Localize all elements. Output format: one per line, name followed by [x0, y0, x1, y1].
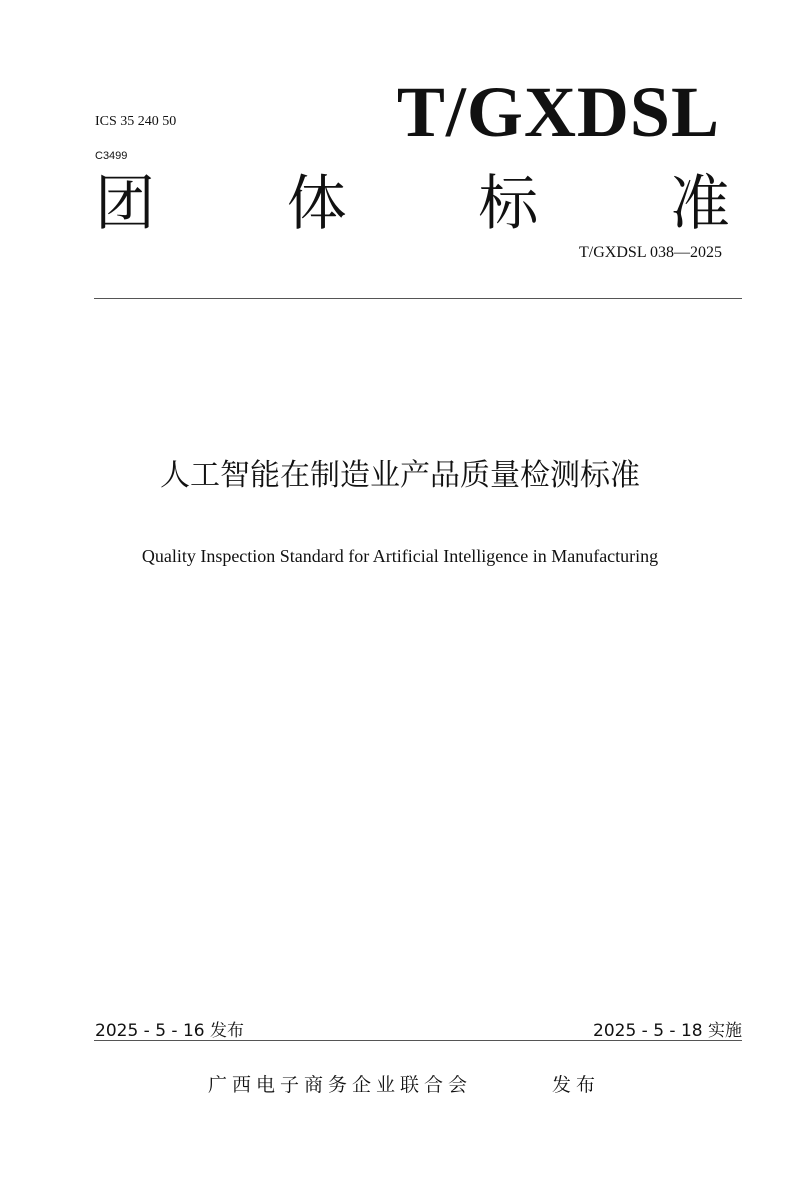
footer-divider — [94, 1040, 742, 1041]
standard-type-heading — [95, 169, 730, 239]
document-title-english: Quality Inspection Standard for Artificial Intelligence in Manufacturing — [141, 546, 659, 566]
header-divider — [94, 298, 742, 299]
standard-type-char: 体 — [286, 169, 347, 239]
issue-date: 2025 - 5 - 16 发布 — [95, 1021, 244, 1041]
document-title-chinese: 人工智能在制造业产品质量检测标准 — [160, 458, 640, 493]
publisher-name: 广西电子商务企业联合会 — [208, 1074, 473, 1096]
ccs-code: C3499 — [95, 150, 128, 162]
standard-number: T/GXDSL 038—2025 — [579, 244, 722, 261]
standard-logo: T/GXDSL — [396, 72, 720, 152]
publish-label: 发布 — [552, 1074, 601, 1096]
standard-type-char: 团 — [95, 169, 155, 239]
ics-code: ICS 35 240 50 — [95, 114, 177, 129]
standard-type-char: 准 — [669, 169, 730, 239]
implementation-date: 2025 - 5 - 18 实施 — [593, 1021, 742, 1041]
standard-type-char: 标 — [478, 169, 539, 239]
